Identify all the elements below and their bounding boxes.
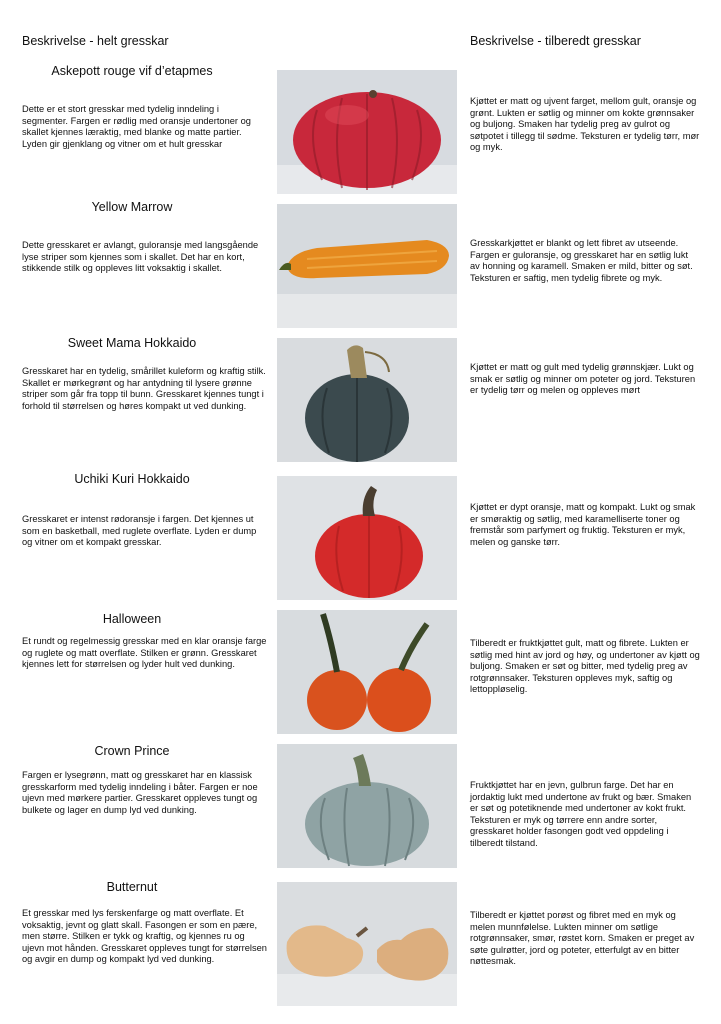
whole-description: Fargen er lysegrønn, matt og gresskaret har en klassisk gresskarform med tydelig inndeling i båter. Fargen er noe ujevn med mørkere partier. Gresskaret oppleves tungt og bulkete og lager en dump lyd ved dunking. (22, 770, 258, 815)
pumpkin-name: Askepott rouge vif d’etapmes (51, 64, 213, 78)
cooked-description: Fruktkjøttet har en jevn, gulbrun farge. Det har en jordaktig lukt med undertone av frukt og bær. Smaken er søt og potetiknende med undertoner av kokt frukt. Teksturen er myk og tørrere enn andre sorter, gresskaret holder fasongen godt ved oppdeling i tilberedt tilstand. (470, 780, 692, 848)
pumpkin-photo (277, 338, 457, 462)
cooked-description: Kjøttet er matt og gult med tydelig grønnskjær. Lukt og smak er søtlig og minner om poteter og jord. Teksturen er tydelig tørr og melen og oppleves mørt (470, 362, 696, 396)
pumpkin-name: Uchiki Kuri Hokkaido (74, 472, 190, 486)
pumpkin-name: Yellow Marrow (91, 200, 173, 214)
pumpkin-name: Sweet Mama Hokkaido (67, 336, 197, 350)
pumpkin-photo (277, 476, 457, 600)
pumpkin-name: Butternut (106, 880, 158, 894)
pumpkin-photo (277, 204, 457, 328)
pumpkin-photo (277, 610, 457, 734)
whole-description: Dette gresskaret er avlangt, guloransje med langsgående lyse striper som kjennes som i skallet. Det har en kort, stikkende stilk og oppleves litt voksaktig i skallet. (22, 240, 259, 274)
header-cooked: Beskrivelse - tilberedt gresskar (470, 34, 641, 48)
pumpkin-name: Crown Prince (94, 744, 170, 758)
whole-description: Et rundt og regelmessig gresskar med en klar oransje farge og ruglete og matt overflate. Stilken er grønn. Gresskaret kjennes lett for størrelsen og lyder hult ved dunking. (22, 636, 267, 670)
header-whole: Beskrivelse - helt gresskar (22, 34, 169, 48)
cooked-description: Kjøttet er matt og ujvent farget, mellom gult, oransje og grønt. Lukten er søtlig og minner om kokte grønnsaker og buljong. Smaken har tydelig preg av gulrot og søtpotet i tillegg til sødme. Teksturen er tydelig tørr, mør og myk. (470, 96, 700, 153)
cooked-description: Kjøttet er dypt oransje, matt og kompakt. Lukt og smak er smøraktig og søtlig, med karamelliserte toner og fremstår som parfymert og fruktig. Teksturen er myk, melen og ganske tørr. (470, 502, 696, 547)
whole-description: Gresskaret er intenst rødoransje i fargen. Det kjennes ut som en basketball, med ruglete overflate. Lyden er dump og vitner om et kompakt gresskar. (22, 514, 257, 548)
cooked-description: Tilberedt er fruktkjøttet gult, matt og fibrete. Lukten er søtlig med hint av jord og høy, og undertoner av kjøtt og buljong. Smaken er søt og bitter, med tydelig preg av rotgrønnsaker. Teksturen oppleves myk, saftig og lettoppløselig. (470, 638, 700, 695)
pumpkin-photo (277, 70, 457, 194)
whole-description: Gresskaret har en tydelig, smårillet kuleform og kraftig stilk. Skallet er mørkegrønt og har antydning til lysere grønne striper som går fra topp til bunn. Gresskaret kjennes tungt i forhold til størrelsen og høres kompakt ut ved dunking. (22, 366, 266, 411)
whole-description: Et gresskar med lys ferskenfarge og matt overflate. Et voksaktig, jevnt og glatt skall. Fasongen er som en pære, men større. Stilken er tykk og kraftig, og kjennes ru og ujevn mot hånden. Gresskaret oppleves tungt for størrelsen og avgir en dump og kompakt lyd ved dunking. (22, 908, 267, 965)
pumpkin-photo (277, 744, 457, 868)
whole-description: Dette er et stort gresskar med tydelig inndeling i segmenter. Fargen er rødlig med oransje undertoner og skallet kjennes læraktig, med blanke og matte partier. Lyden gir gjenklang og vitner om et hult gresskar (22, 104, 251, 149)
pumpkin-photo (277, 882, 457, 1006)
cooked-description: Gresskarkjøttet er blankt og lett fibret av utseende. Fargen er guloransje, og gresskaret har en søtlig lukt av honning og karamell. Smaken er mild, bitter og søt. Teksturen er saftig, men tydelig fibrete og myk. (470, 238, 693, 283)
pumpkin-name: Halloween (102, 612, 162, 626)
cooked-description: Tilberedt er kjøttet porøst og fibret med en myk og melen munnfølelse. Lukten minner om søtlige rotgrønnsaker, smør, røstet korn. Smaken er preget av søte gulrøtter, jord og poteter, etterfulgt av en bitter nøttesmak. (470, 910, 695, 967)
